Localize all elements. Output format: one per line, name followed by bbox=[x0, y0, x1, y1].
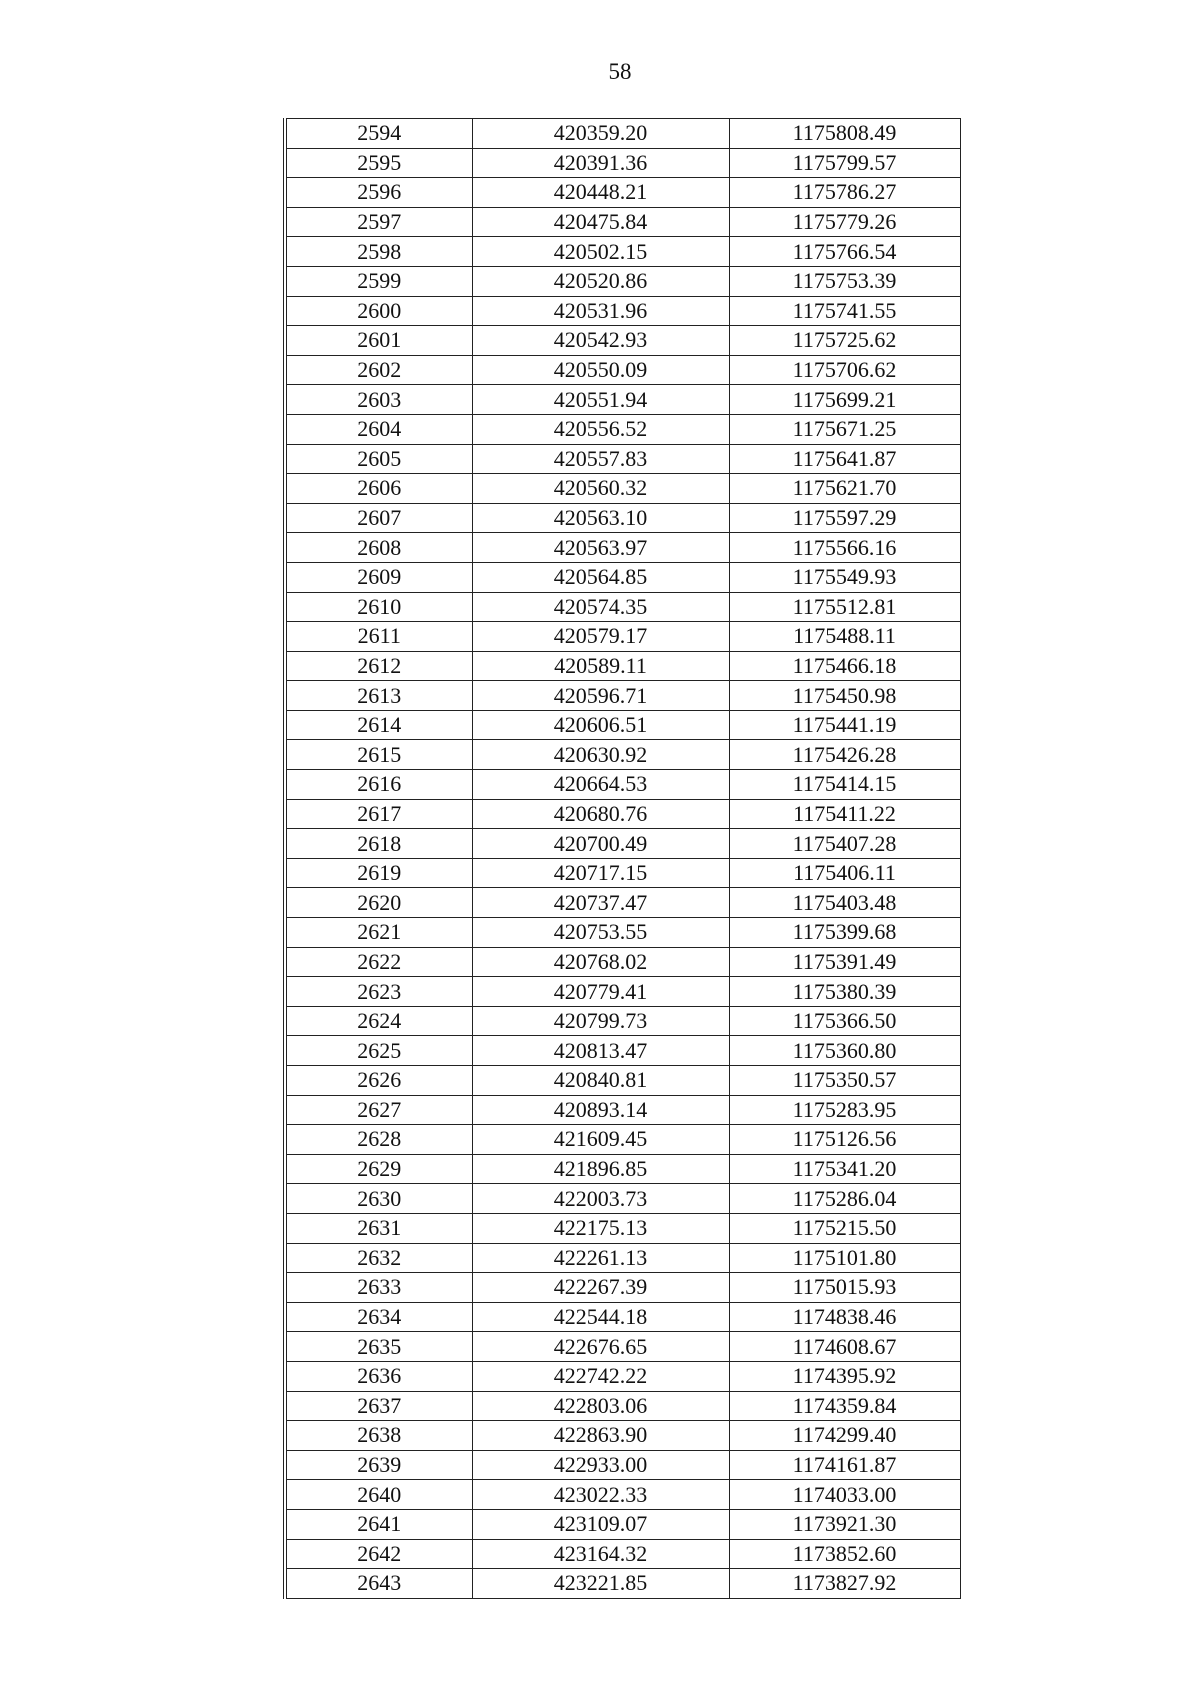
y-coordinate-cell: 1175286.04 bbox=[729, 1184, 960, 1214]
y-coordinate-cell: 1174033.00 bbox=[729, 1480, 960, 1510]
point-number-cell: 2642 bbox=[285, 1539, 472, 1569]
x-coordinate-cell: 420753.55 bbox=[472, 918, 729, 948]
x-coordinate-cell: 420680.76 bbox=[472, 799, 729, 829]
coordinate-table bbox=[283, 118, 961, 1599]
table-row bbox=[285, 1184, 960, 1214]
point-number-cell: 2626 bbox=[285, 1066, 472, 1096]
y-coordinate-cell: 1175414.15 bbox=[729, 770, 960, 800]
table-row bbox=[285, 622, 960, 652]
point-number-cell: 2623 bbox=[285, 977, 472, 1007]
point-number-cell: 2604 bbox=[285, 414, 472, 444]
x-coordinate-cell: 420542.93 bbox=[472, 326, 729, 356]
table-row bbox=[285, 1332, 960, 1362]
x-coordinate-cell: 420556.52 bbox=[472, 414, 729, 444]
point-number-cell: 2631 bbox=[285, 1213, 472, 1243]
x-coordinate-cell: 420799.73 bbox=[472, 1006, 729, 1036]
point-number-cell: 2636 bbox=[285, 1361, 472, 1391]
point-number-cell: 2596 bbox=[285, 178, 472, 208]
table-row bbox=[285, 444, 960, 474]
point-number-cell: 2639 bbox=[285, 1450, 472, 1480]
table-row bbox=[285, 1480, 960, 1510]
y-coordinate-cell: 1175350.57 bbox=[729, 1066, 960, 1096]
x-coordinate-cell: 420630.92 bbox=[472, 740, 729, 770]
point-number-cell: 2602 bbox=[285, 355, 472, 385]
y-coordinate-cell: 1175126.56 bbox=[729, 1125, 960, 1155]
table-row bbox=[285, 385, 960, 415]
y-coordinate-cell: 1174608.67 bbox=[729, 1332, 960, 1362]
y-coordinate-cell: 1175799.57 bbox=[729, 148, 960, 178]
x-coordinate-cell: 422003.73 bbox=[472, 1184, 729, 1214]
x-coordinate-cell: 420664.53 bbox=[472, 770, 729, 800]
point-number-cell: 2607 bbox=[285, 503, 472, 533]
x-coordinate-cell: 423022.33 bbox=[472, 1480, 729, 1510]
table-row bbox=[285, 326, 960, 356]
x-coordinate-cell: 420550.09 bbox=[472, 355, 729, 385]
x-coordinate-cell: 423164.32 bbox=[472, 1539, 729, 1569]
table-row bbox=[285, 1125, 960, 1155]
table-row bbox=[285, 237, 960, 267]
y-coordinate-cell: 1175403.48 bbox=[729, 888, 960, 918]
point-number-cell: 2599 bbox=[285, 266, 472, 296]
coordinate-table-body bbox=[285, 119, 960, 1599]
y-coordinate-cell: 1175101.80 bbox=[729, 1243, 960, 1273]
point-number-cell: 2594 bbox=[285, 119, 472, 149]
y-coordinate-cell: 1175786.27 bbox=[729, 178, 960, 208]
y-coordinate-cell: 1174395.92 bbox=[729, 1361, 960, 1391]
table-row bbox=[285, 119, 960, 149]
point-number-cell: 2617 bbox=[285, 799, 472, 829]
x-coordinate-cell: 420589.11 bbox=[472, 651, 729, 681]
y-coordinate-cell: 1173921.30 bbox=[729, 1509, 960, 1539]
x-coordinate-cell: 422175.13 bbox=[472, 1213, 729, 1243]
x-coordinate-cell: 420557.83 bbox=[472, 444, 729, 474]
point-number-cell: 2635 bbox=[285, 1332, 472, 1362]
table-row bbox=[285, 1066, 960, 1096]
table-row bbox=[285, 1213, 960, 1243]
point-number-cell: 2622 bbox=[285, 947, 472, 977]
x-coordinate-cell: 420531.96 bbox=[472, 296, 729, 326]
table-row bbox=[285, 1273, 960, 1303]
x-coordinate-cell: 420563.10 bbox=[472, 503, 729, 533]
y-coordinate-cell: 1175597.29 bbox=[729, 503, 960, 533]
point-number-cell: 2629 bbox=[285, 1154, 472, 1184]
point-number-cell: 2637 bbox=[285, 1391, 472, 1421]
point-number-cell: 2614 bbox=[285, 710, 472, 740]
x-coordinate-cell: 420563.97 bbox=[472, 533, 729, 563]
x-coordinate-cell: 420893.14 bbox=[472, 1095, 729, 1125]
x-coordinate-cell: 420391.36 bbox=[472, 148, 729, 178]
y-coordinate-cell: 1175466.18 bbox=[729, 651, 960, 681]
y-coordinate-cell: 1175366.50 bbox=[729, 1006, 960, 1036]
point-number-cell: 2595 bbox=[285, 148, 472, 178]
point-number-cell: 2638 bbox=[285, 1421, 472, 1451]
point-number-cell: 2612 bbox=[285, 651, 472, 681]
table-row bbox=[285, 503, 960, 533]
point-number-cell: 2601 bbox=[285, 326, 472, 356]
table-row bbox=[285, 1095, 960, 1125]
y-coordinate-cell: 1173827.92 bbox=[729, 1569, 960, 1599]
table-row bbox=[285, 562, 960, 592]
point-number-cell: 2618 bbox=[285, 829, 472, 859]
table-row bbox=[285, 178, 960, 208]
y-coordinate-cell: 1175512.81 bbox=[729, 592, 960, 622]
y-coordinate-cell: 1175283.95 bbox=[729, 1095, 960, 1125]
x-coordinate-cell: 420502.15 bbox=[472, 237, 729, 267]
y-coordinate-cell: 1175699.21 bbox=[729, 385, 960, 415]
table-row bbox=[285, 1569, 960, 1599]
table-row bbox=[285, 1509, 960, 1539]
y-coordinate-cell: 1175426.28 bbox=[729, 740, 960, 770]
table-row bbox=[285, 710, 960, 740]
table-row bbox=[285, 414, 960, 444]
table-row bbox=[285, 474, 960, 504]
y-coordinate-cell: 1175450.98 bbox=[729, 681, 960, 711]
table-row bbox=[285, 266, 960, 296]
y-coordinate-cell: 1175766.54 bbox=[729, 237, 960, 267]
point-number-cell: 2630 bbox=[285, 1184, 472, 1214]
x-coordinate-cell: 420520.86 bbox=[472, 266, 729, 296]
x-coordinate-cell: 422803.06 bbox=[472, 1391, 729, 1421]
y-coordinate-cell: 1175741.55 bbox=[729, 296, 960, 326]
point-number-cell: 2620 bbox=[285, 888, 472, 918]
x-coordinate-cell: 420564.85 bbox=[472, 562, 729, 592]
point-number-cell: 2597 bbox=[285, 207, 472, 237]
y-coordinate-cell: 1175015.93 bbox=[729, 1273, 960, 1303]
x-coordinate-cell: 420606.51 bbox=[472, 710, 729, 740]
table-row bbox=[285, 858, 960, 888]
table-row bbox=[285, 1036, 960, 1066]
point-number-cell: 2600 bbox=[285, 296, 472, 326]
x-coordinate-cell: 422933.00 bbox=[472, 1450, 729, 1480]
table-row bbox=[285, 148, 960, 178]
y-coordinate-cell: 1175725.62 bbox=[729, 326, 960, 356]
table-row bbox=[285, 1539, 960, 1569]
x-coordinate-cell: 421609.45 bbox=[472, 1125, 729, 1155]
y-coordinate-cell: 1175341.20 bbox=[729, 1154, 960, 1184]
x-coordinate-cell: 422676.65 bbox=[472, 1332, 729, 1362]
table-row bbox=[285, 651, 960, 681]
y-coordinate-cell: 1175391.49 bbox=[729, 947, 960, 977]
point-number-cell: 2603 bbox=[285, 385, 472, 415]
table-row bbox=[285, 1006, 960, 1036]
point-number-cell: 2632 bbox=[285, 1243, 472, 1273]
table-row bbox=[285, 1421, 960, 1451]
point-number-cell: 2610 bbox=[285, 592, 472, 622]
table-row bbox=[285, 1243, 960, 1273]
point-number-cell: 2616 bbox=[285, 770, 472, 800]
point-number-cell: 2627 bbox=[285, 1095, 472, 1125]
y-coordinate-cell: 1175706.62 bbox=[729, 355, 960, 385]
y-coordinate-cell: 1175808.49 bbox=[729, 119, 960, 149]
table-row bbox=[285, 947, 960, 977]
y-coordinate-cell: 1175566.16 bbox=[729, 533, 960, 563]
y-coordinate-cell: 1173852.60 bbox=[729, 1539, 960, 1569]
point-number-cell: 2640 bbox=[285, 1480, 472, 1510]
table-row bbox=[285, 592, 960, 622]
y-coordinate-cell: 1174838.46 bbox=[729, 1302, 960, 1332]
x-coordinate-cell: 421896.85 bbox=[472, 1154, 729, 1184]
table-row bbox=[285, 829, 960, 859]
y-coordinate-cell: 1174359.84 bbox=[729, 1391, 960, 1421]
table-row bbox=[285, 296, 960, 326]
point-number-cell: 2611 bbox=[285, 622, 472, 652]
point-number-cell: 2615 bbox=[285, 740, 472, 770]
x-coordinate-cell: 420448.21 bbox=[472, 178, 729, 208]
point-number-cell: 2621 bbox=[285, 918, 472, 948]
table-row bbox=[285, 1450, 960, 1480]
y-coordinate-cell: 1174161.87 bbox=[729, 1450, 960, 1480]
y-coordinate-cell: 1175360.80 bbox=[729, 1036, 960, 1066]
y-coordinate-cell: 1175621.70 bbox=[729, 474, 960, 504]
x-coordinate-cell: 420551.94 bbox=[472, 385, 729, 415]
point-number-cell: 2624 bbox=[285, 1006, 472, 1036]
page-number: 58 bbox=[608, 59, 632, 84]
x-coordinate-cell: 423221.85 bbox=[472, 1569, 729, 1599]
x-coordinate-cell: 420359.20 bbox=[472, 119, 729, 149]
table-row bbox=[285, 533, 960, 563]
point-number-cell: 2643 bbox=[285, 1569, 472, 1599]
point-number-cell: 2633 bbox=[285, 1273, 472, 1303]
table-row bbox=[285, 977, 960, 1007]
table-row bbox=[285, 207, 960, 237]
table-row bbox=[285, 1302, 960, 1332]
y-coordinate-cell: 1175406.11 bbox=[729, 858, 960, 888]
x-coordinate-cell: 420475.84 bbox=[472, 207, 729, 237]
x-coordinate-cell: 420813.47 bbox=[472, 1036, 729, 1066]
x-coordinate-cell: 420560.32 bbox=[472, 474, 729, 504]
point-number-cell: 2619 bbox=[285, 858, 472, 888]
table-row bbox=[285, 681, 960, 711]
point-number-cell: 2598 bbox=[285, 237, 472, 267]
point-number-cell: 2605 bbox=[285, 444, 472, 474]
x-coordinate-cell: 422742.22 bbox=[472, 1361, 729, 1391]
x-coordinate-cell: 420574.35 bbox=[472, 592, 729, 622]
x-coordinate-cell: 420717.15 bbox=[472, 858, 729, 888]
x-coordinate-cell: 422863.90 bbox=[472, 1421, 729, 1451]
x-coordinate-cell: 420840.81 bbox=[472, 1066, 729, 1096]
x-coordinate-cell: 420768.02 bbox=[472, 947, 729, 977]
point-number-cell: 2641 bbox=[285, 1509, 472, 1539]
table-row bbox=[285, 770, 960, 800]
y-coordinate-cell: 1175641.87 bbox=[729, 444, 960, 474]
y-coordinate-cell: 1175671.25 bbox=[729, 414, 960, 444]
x-coordinate-cell: 420596.71 bbox=[472, 681, 729, 711]
table-row bbox=[285, 740, 960, 770]
table-row bbox=[285, 918, 960, 948]
y-coordinate-cell: 1175779.26 bbox=[729, 207, 960, 237]
point-number-cell: 2608 bbox=[285, 533, 472, 563]
x-coordinate-cell: 422261.13 bbox=[472, 1243, 729, 1273]
x-coordinate-cell: 422544.18 bbox=[472, 1302, 729, 1332]
point-number-cell: 2625 bbox=[285, 1036, 472, 1066]
table-row bbox=[285, 1361, 960, 1391]
y-coordinate-cell: 1175411.22 bbox=[729, 799, 960, 829]
y-coordinate-cell: 1175399.68 bbox=[729, 918, 960, 948]
y-coordinate-cell: 1175549.93 bbox=[729, 562, 960, 592]
table-row bbox=[285, 799, 960, 829]
table-row bbox=[285, 1154, 960, 1184]
table-row bbox=[285, 1391, 960, 1421]
point-number-cell: 2606 bbox=[285, 474, 472, 504]
table-row bbox=[285, 888, 960, 918]
point-number-cell: 2628 bbox=[285, 1125, 472, 1155]
point-number-cell: 2609 bbox=[285, 562, 472, 592]
y-coordinate-cell: 1175441.19 bbox=[729, 710, 960, 740]
y-coordinate-cell: 1175407.28 bbox=[729, 829, 960, 859]
x-coordinate-cell: 423109.07 bbox=[472, 1509, 729, 1539]
x-coordinate-cell: 420579.17 bbox=[472, 622, 729, 652]
y-coordinate-cell: 1175215.50 bbox=[729, 1213, 960, 1243]
y-coordinate-cell: 1174299.40 bbox=[729, 1421, 960, 1451]
y-coordinate-cell: 1175380.39 bbox=[729, 977, 960, 1007]
point-number-cell: 2634 bbox=[285, 1302, 472, 1332]
x-coordinate-cell: 420700.49 bbox=[472, 829, 729, 859]
point-number-cell: 2613 bbox=[285, 681, 472, 711]
y-coordinate-cell: 1175488.11 bbox=[729, 622, 960, 652]
x-coordinate-cell: 420737.47 bbox=[472, 888, 729, 918]
x-coordinate-cell: 420779.41 bbox=[472, 977, 729, 1007]
x-coordinate-cell: 422267.39 bbox=[472, 1273, 729, 1303]
y-coordinate-cell: 1175753.39 bbox=[729, 266, 960, 296]
table-row bbox=[285, 355, 960, 385]
